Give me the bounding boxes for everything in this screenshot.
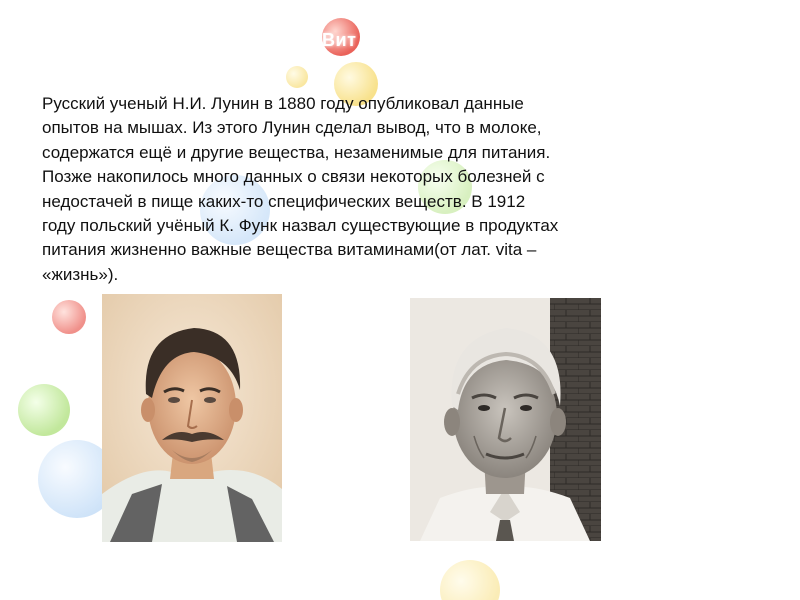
funk-portrait-image: [410, 298, 601, 541]
decorative-bubble-yellow-bottom: [440, 560, 500, 600]
slide-title: Вит: [322, 30, 357, 50]
slide-paragraph: Русский ученый Н.И. Лунин в 1880 году опубликовал данные опытов на мышах. Из этого Лунин сделал вывод, что в молоке, содержатся ещё и другие вещества, незаменимые для питания. Позже накопилось много данных о связи некоторых болезней с недостачей в пище каких-то специфических веществ. В 1912 году польский учёный К. Функ назвал существующие в продуктах питания жизненно важные вещества витаминами(от лат. vita – «жизнь»).: [42, 94, 559, 284]
decorative-bubble-green-left: [18, 384, 70, 436]
decorative-bubble-yellow-small: [286, 66, 308, 88]
decorative-bubble-red-left: [52, 300, 86, 334]
lunin-portrait-image: [102, 294, 282, 542]
